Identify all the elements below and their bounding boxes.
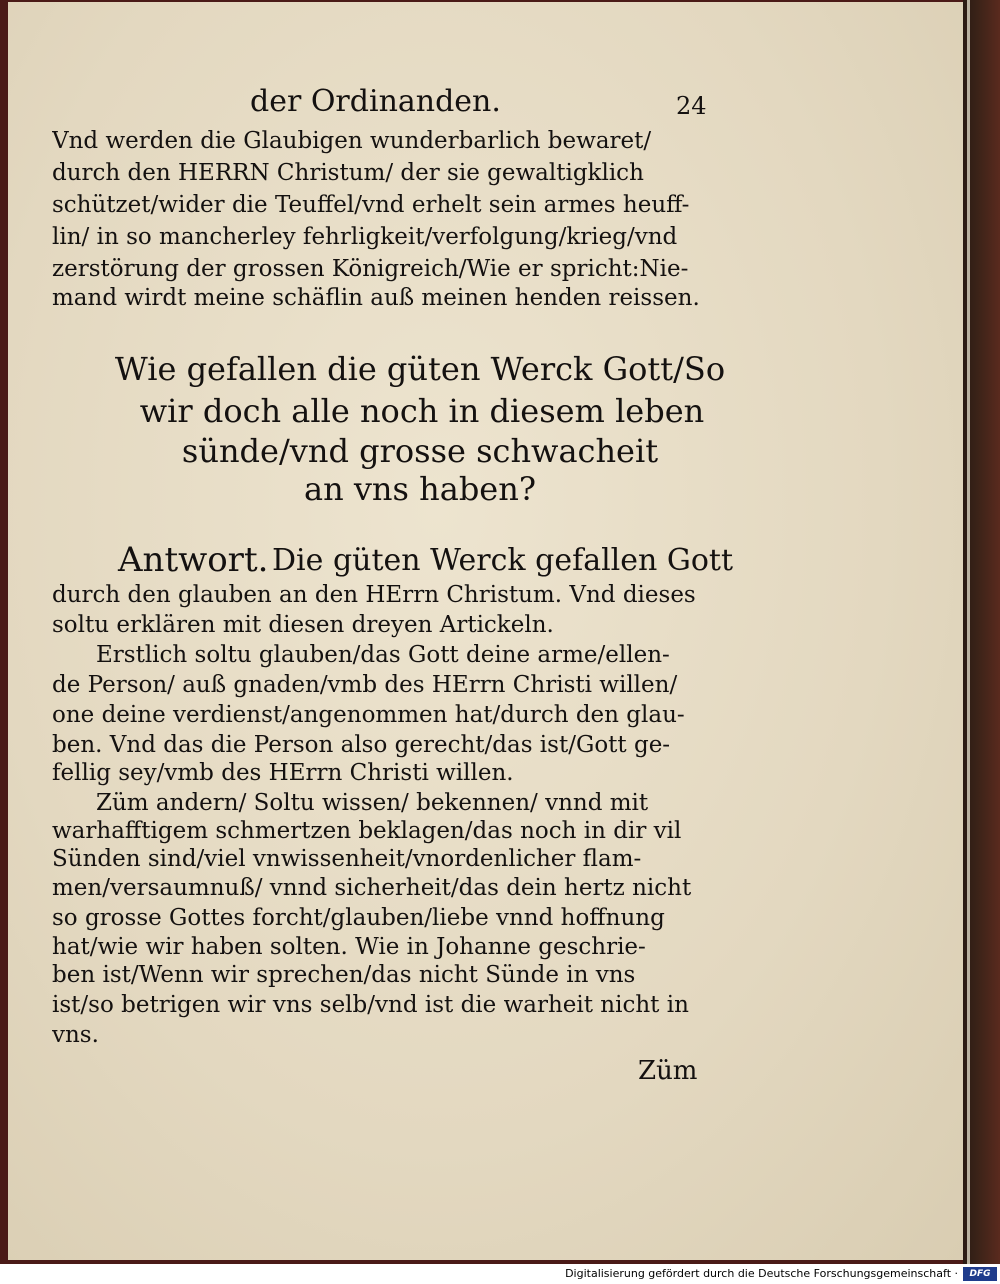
text-line: ben ist/Wenn wir sprechen/das nicht Sünde in vns [52, 962, 636, 988]
text-line: ist/so betrigen wir vns selb/vnd ist die warheit nicht in [52, 992, 689, 1018]
text-line: de Person/ auß gnaden/vmb des HErrn Christi willen/ [52, 672, 678, 698]
text-line: Erstlich soltu glauben/das Gott deine arme/ellen- [96, 642, 670, 668]
answer-first-line: Die güten Werck gefallen Gott [272, 543, 734, 578]
text-line: one deine verdienst/angenommen hat/durch den glau- [52, 702, 685, 728]
answer-label: Antwort. [118, 540, 269, 580]
text-line: mand wirdt meine schäflin auß meinen henden reissen. [52, 285, 700, 311]
text-line: zerstörung der grossen Königreich/Wie er spricht:Nie- [52, 256, 689, 282]
text-line: hat/wie wir haben solten. Wie in Johanne geschrie- [52, 934, 646, 960]
text-line: schützet/wider die Teuffel/vnd erhelt sein armes heuff- [52, 192, 690, 218]
running-head: der Ordinanden. [250, 84, 501, 119]
text-line: durch den glauben an den HErrn Christum. Vnd dieses [52, 582, 696, 608]
text-line: vns. [52, 1022, 99, 1048]
text-line: Züm andern/ Soltu wissen/ bekennen/ vnnd mit [96, 790, 649, 816]
dfg-logo: DFG [963, 1267, 997, 1281]
text-line: men/versaumnuß/ vnnd sicherheit/das dein hertz nicht [52, 875, 692, 901]
catchword: Züm [638, 1056, 698, 1086]
text-line: fellig sey/vmb des HErrn Christi willen. [52, 760, 514, 786]
text-line: soltu erklären mit diesen dreyen Artickeln. [52, 612, 554, 638]
gutter-edge [967, 0, 970, 1264]
text-line: durch den HERRN Christum/ der sie gewaltigklich [52, 160, 644, 186]
text-line: Vnd werden die Glaubigen wunderbarlich bewaret/ [52, 128, 652, 154]
text-line: lin/ in so mancherley fehrligkeit/verfolgung/krieg/vnd [52, 224, 678, 250]
section-heading-line: sünde/vnd grosse schwacheit [181, 432, 659, 470]
section-heading-line: an vns haben? [303, 470, 536, 508]
footer-bar [0, 1264, 1000, 1284]
text-line: so grosse Gottes forcht/glauben/liebe vnnd hoffnung [52, 905, 665, 931]
page-number: 24 [676, 92, 707, 120]
text-line: warhafftigem schmertzen beklagen/das noch in dir vil [52, 818, 682, 844]
funding-notice: Digitalisierung gefördert durch die Deutsche Forschungsgemeinschaft · [565, 1267, 958, 1280]
section-heading-line: Wie gefallen die güten Werck Gott/So [114, 350, 726, 388]
text-line: Sünden sind/viel vnwissenheit/vnordenlicher flam- [52, 846, 642, 872]
section-heading-line: wir doch alle noch in diesem leben [139, 392, 705, 430]
text-line: ben. Vnd das die Person also gerecht/das ist/Gott ge- [52, 732, 671, 758]
